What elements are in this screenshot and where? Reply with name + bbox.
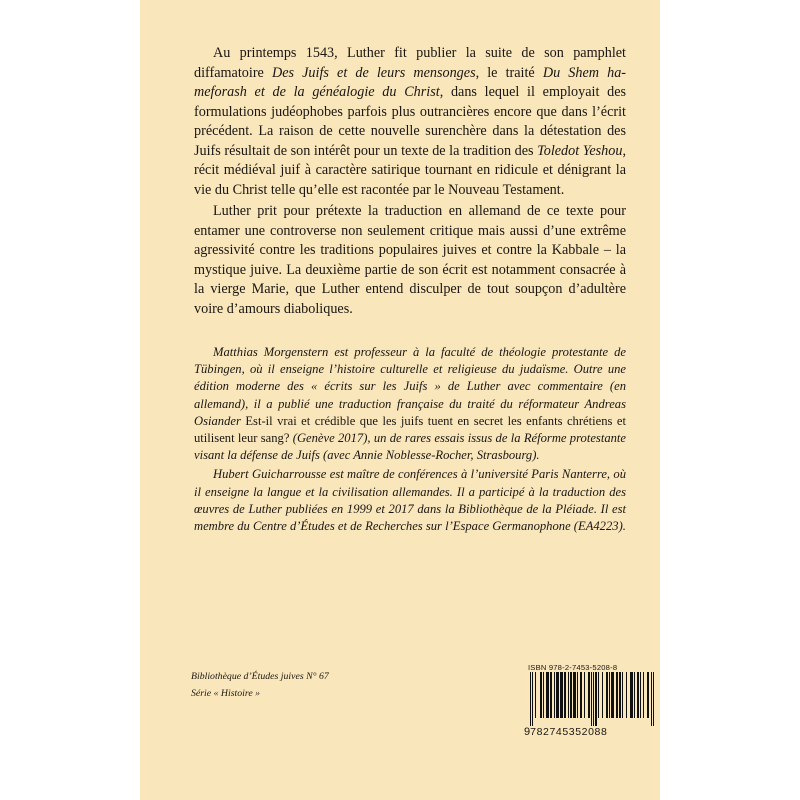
text-run: , dans lequel il employait des formulations judéophobes parfois plus outrancières encore que dans l’écrit précédent. La raison de cette nouvelle surenchère dans la détestation des Juifs résultait de son intérêt pour un texte de la tradition des bbox=[194, 84, 627, 159]
summary-paragraph-2 bbox=[194, 202, 626, 319]
text-run: , le traité bbox=[475, 64, 543, 81]
text-run: Du Shem ha-meforash et de la généalogie du Christ bbox=[194, 64, 627, 100]
barcode-bar bbox=[653, 672, 654, 726]
text-run: (Genève 2017), un de rares essais issus de la Réforme protestante visant la défense de Juifs (avec Annie Noblesse-Rocher, Strasbourg). bbox=[194, 431, 626, 463]
text-run: Hubert Guicharrousse est maître de conférences à l’université Paris Nanterre, où il enseigne la langue et la civilisation allemandes. Il a participé à la traduction des œuvres de Luther publiées en 1999 et 2017 dans la Bibliothèque de la Pléiade. Il est membre du Centre d’Études et de Recherches sur l’Espace Germanophone (EA4223). bbox=[194, 467, 626, 534]
series-title: Bibliothèque d’Études juives N° 67 bbox=[191, 671, 329, 682]
text-run: Luther prit pour prétexte la traduction en allemand de ce texte pour entamer une controverse non seulement critique mais aussi d’une extrême agressivité contre les traditions populaires juives et contre la Kabbale – la mystique juive. La deuxième partie de son écrit est notamment consacrée à la vierge Marie, que Luther entend disculper de tout soupçon d’adultère voire d’amours diaboliques. bbox=[194, 203, 626, 317]
barcode-bars bbox=[530, 672, 654, 726]
summary-text bbox=[194, 44, 626, 319]
text-run: Des Juifs et de leurs mensonges bbox=[271, 64, 476, 81]
bio-morgenstern bbox=[194, 344, 626, 464]
isbn-label: ISBN 978-2-7453-5208-8 bbox=[528, 663, 618, 672]
author-bios bbox=[194, 344, 626, 535]
text-run: , récit médiéval juif à caractère satirique tournant en ridicule et dénigrant la vie du Christ telle qu’elle est racontée par le Nouveau Testament. bbox=[194, 142, 626, 198]
text-run: Toledot Yeshou bbox=[537, 142, 623, 159]
bio-guicharrousse bbox=[194, 466, 626, 535]
book-back-cover bbox=[140, 0, 660, 800]
barcode-digits: 782745352088 bbox=[530, 726, 608, 738]
isbn-barcode bbox=[524, 663, 630, 738]
summary-paragraph-1 bbox=[194, 44, 626, 200]
series-info bbox=[191, 668, 329, 702]
barcode-lead-digit: 9 bbox=[524, 726, 531, 738]
text-run: Est-il vrai et crédible que les juifs tuent en secret les enfants chrétiens et utilisent leur sang? bbox=[194, 413, 626, 446]
text-run: Au printemps 1543, Luther fit publier la suite de son pamphlet diffamatoire bbox=[194, 45, 626, 81]
text-run: Matthias Morgenstern est professeur à la faculté de théologie protestante de Tübingen, où il enseigne l’histoire culturelle et religieuse du judaïsme. Outre une édition moderne des « écrits sur les Juifs » de Luther avec commentaire (en allemand), il a publié une traduction française du traité du réformateur Andreas Osiander bbox=[194, 345, 626, 428]
series-subtitle: Série « Histoire » bbox=[191, 688, 261, 699]
